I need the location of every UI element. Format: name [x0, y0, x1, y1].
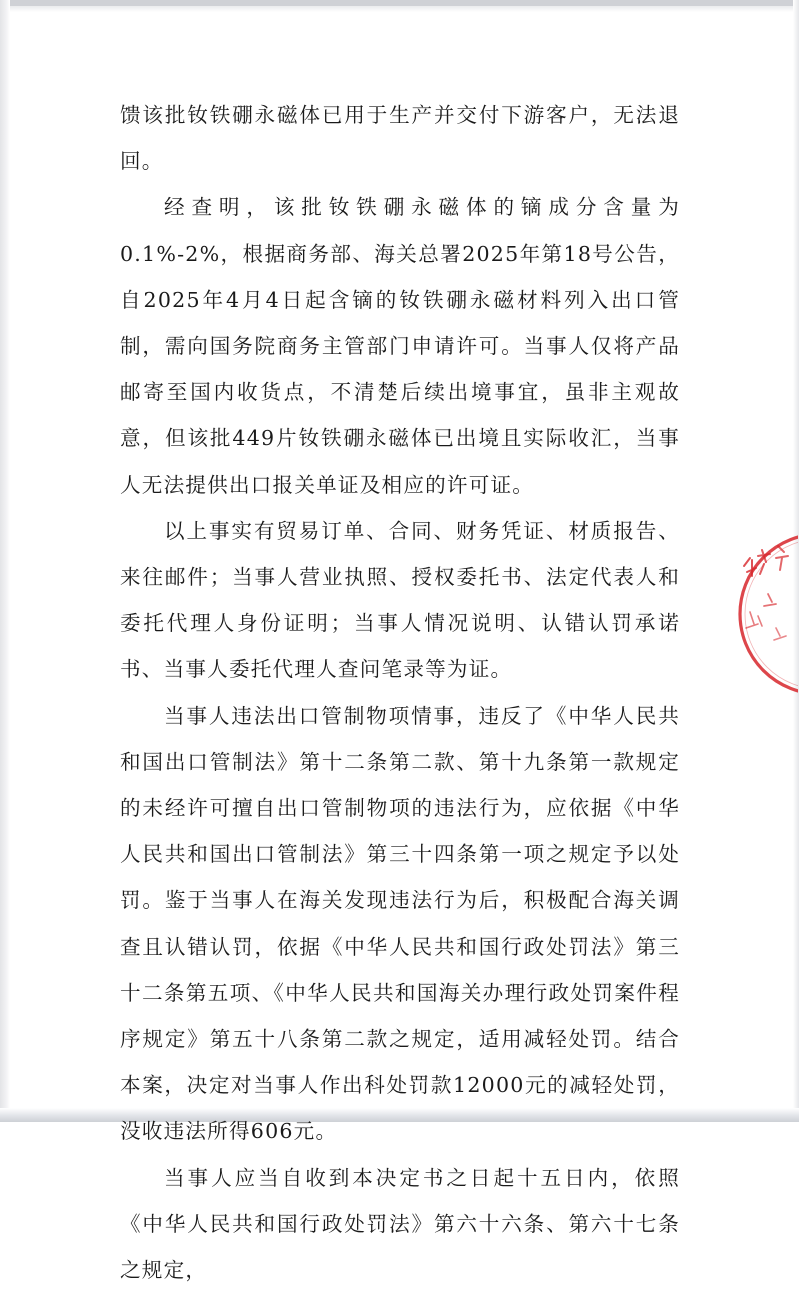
paragraph-1: 馈该批钕铁硼永磁体已用于生产并交付下游客户，无法退回。	[120, 103, 680, 174]
scan-top-strip	[0, 0, 799, 6]
seal-glyph-5	[746, 612, 762, 628]
seal-glyph-3	[776, 546, 788, 570]
seal-glyph-6	[774, 628, 786, 640]
partial-red-seal-stamp	[728, 528, 798, 708]
seal-outer-ring	[740, 534, 798, 694]
seal-glyph-4	[764, 594, 776, 606]
scan-left-edge	[0, 0, 10, 1122]
paragraph-4: 当事人违法出口管制物项情事，违反了《中华人民共和国出口管制法》第十二条第二款、第十九条第一款规定的未经许可擅自出口管制物项的违法行为，应依据《中华人民共和国出口管制法》第三十四条第一项之规定予以处罚。鉴于当事人在海关发现违法行为后，积极配合海关调查且认错认罚，依据《中华人民共和国行政处罚法》第三十二条第五项、《中华人民共和国海关办理行政处罚案件程序规定》第五十八条第二款之规定，适用减轻处罚。结合本案，决定对当事人作出科处罚款12000元的减轻处罚，没收违法所得606元。	[120, 703, 680, 1144]
paragraph-3: 以上事实有贸易订单、合同、财务凭证、材质报告、来往邮件；当事人营业执照、授权委托书、法定代表人和委托代理人身份证明；当事人情况说明、认错认罚承诺书、当事人委托代理人查问笔录等为证。	[120, 518, 680, 682]
document-body	[120, 92, 680, 1293]
paragraph-2: 经查明，该批钕铁硼永磁体的镝成分含量为0.1%-2%，根据商务部、海关总署2025年第18号公告，自2025年4月4日起含镝的钕铁硼永磁材料列入出口管制，需向国务院商务主管部门申请许可。当事人仅将产品邮寄至国内收货点，不清楚后续出境事宜，虽非主观故意，但该批449片钕铁硼永磁体已出境且实际收汇，当事人无法提供出口报关单证及相应的许可证。	[120, 195, 680, 497]
seal-stamp-graphic	[728, 528, 798, 708]
paragraph-5: 当事人应当自收到本决定书之日起十五日内，依照《中华人民共和国行政处罚法》第六十六条、第六十七条之规定，	[120, 1165, 680, 1283]
